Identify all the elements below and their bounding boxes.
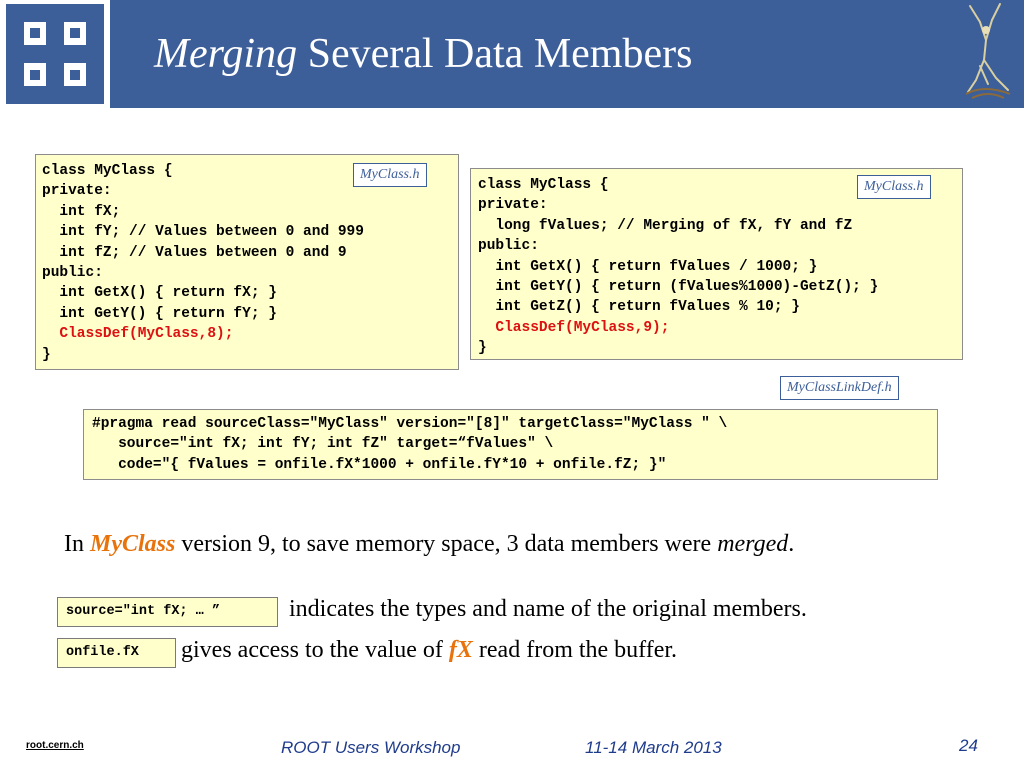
para-prefix: gives access to the value of — [181, 637, 449, 663]
header-bar — [0, 0, 1024, 108]
classdef-line: ClassDef(MyClass,9); — [495, 319, 670, 336]
code-line: public: — [478, 238, 539, 255]
class-name: MyClass — [90, 531, 176, 557]
footer-url-link[interactable]: root.cern.ch — [26, 740, 84, 751]
code-merged — [478, 175, 962, 359]
code-line: long fValues; // Merging of fX, fY and fZ — [478, 217, 853, 234]
code-line: } — [42, 346, 51, 363]
code-line: code="{ fValues = onfile.fX*1000 + onfile.fY*10 + onfile.fZ; }" — [92, 456, 667, 473]
para-suffix: read from the buffer. — [472, 637, 678, 663]
file-tag-left: MyClass.h — [353, 163, 427, 187]
code-original — [42, 161, 458, 365]
paragraph-source: indicates the types and name of the original members. — [289, 596, 807, 622]
page-title — [154, 30, 692, 78]
footer-event: ROOT Users Workshop — [281, 738, 461, 757]
code-line: #pragma read sourceClass="MyClass" version="[8]" targetClass="MyClass " \ — [92, 416, 728, 432]
code-line: private: — [42, 183, 112, 200]
onfile-chip: onfile.fX — [57, 638, 176, 668]
code-box-original — [35, 154, 459, 370]
merged-word: merged — [717, 531, 789, 557]
code-line: int GetZ() { return fValues % 10; } — [478, 299, 800, 316]
variable-name: fX — [448, 637, 473, 663]
paragraph-onfile — [181, 637, 677, 664]
code-indent — [42, 326, 59, 342]
code-line: class MyClass { — [478, 177, 609, 193]
source-chip: source="int fX; … ” — [57, 597, 278, 627]
code-box-linkdef — [83, 409, 938, 480]
code-line: int GetY() { return fY; } — [42, 305, 277, 322]
code-line: public: — [42, 265, 103, 282]
code-line: int fY; // Values between 0 and 999 — [42, 224, 364, 241]
footer-date: 11-14 March 2013 — [585, 738, 722, 757]
para-prefix: In — [64, 531, 90, 557]
code-linkdef — [92, 414, 937, 475]
para-middle: version 9, to save memory space, 3 data members were — [175, 531, 718, 557]
paragraph-merged — [64, 531, 794, 558]
code-line: source="int fX; int fY; int fZ" target=“fValues" \ — [92, 436, 554, 453]
para-suffix: . — [788, 531, 795, 557]
code-indent — [478, 320, 495, 336]
code-box-merged — [470, 168, 963, 360]
code-line: int fZ; // Values between 0 and 9 — [42, 244, 347, 261]
code-line: int GetX() { return fX; } — [42, 285, 277, 302]
code-line: private: — [478, 197, 548, 214]
root-mascot-icon — [950, 0, 1024, 100]
title-rest: Several Data Members — [297, 31, 693, 77]
code-line: class MyClass { — [42, 163, 173, 179]
code-line: } — [478, 340, 487, 357]
classdef-line: ClassDef(MyClass,8); — [59, 326, 234, 343]
file-tag-linkdef: MyClassLinkDef.h — [780, 376, 899, 400]
file-tag-right: MyClass.h — [857, 175, 931, 199]
title-emphasis: Merging — [154, 31, 298, 77]
fermilab-logo-icon — [0, 0, 110, 108]
code-line: int GetX() { return fValues / 1000; } — [478, 258, 818, 275]
code-line: int GetY() { return (fValues%1000)-GetZ(); } — [478, 279, 879, 296]
page-number: 24 — [959, 736, 978, 755]
code-line: int fX; — [42, 203, 121, 220]
